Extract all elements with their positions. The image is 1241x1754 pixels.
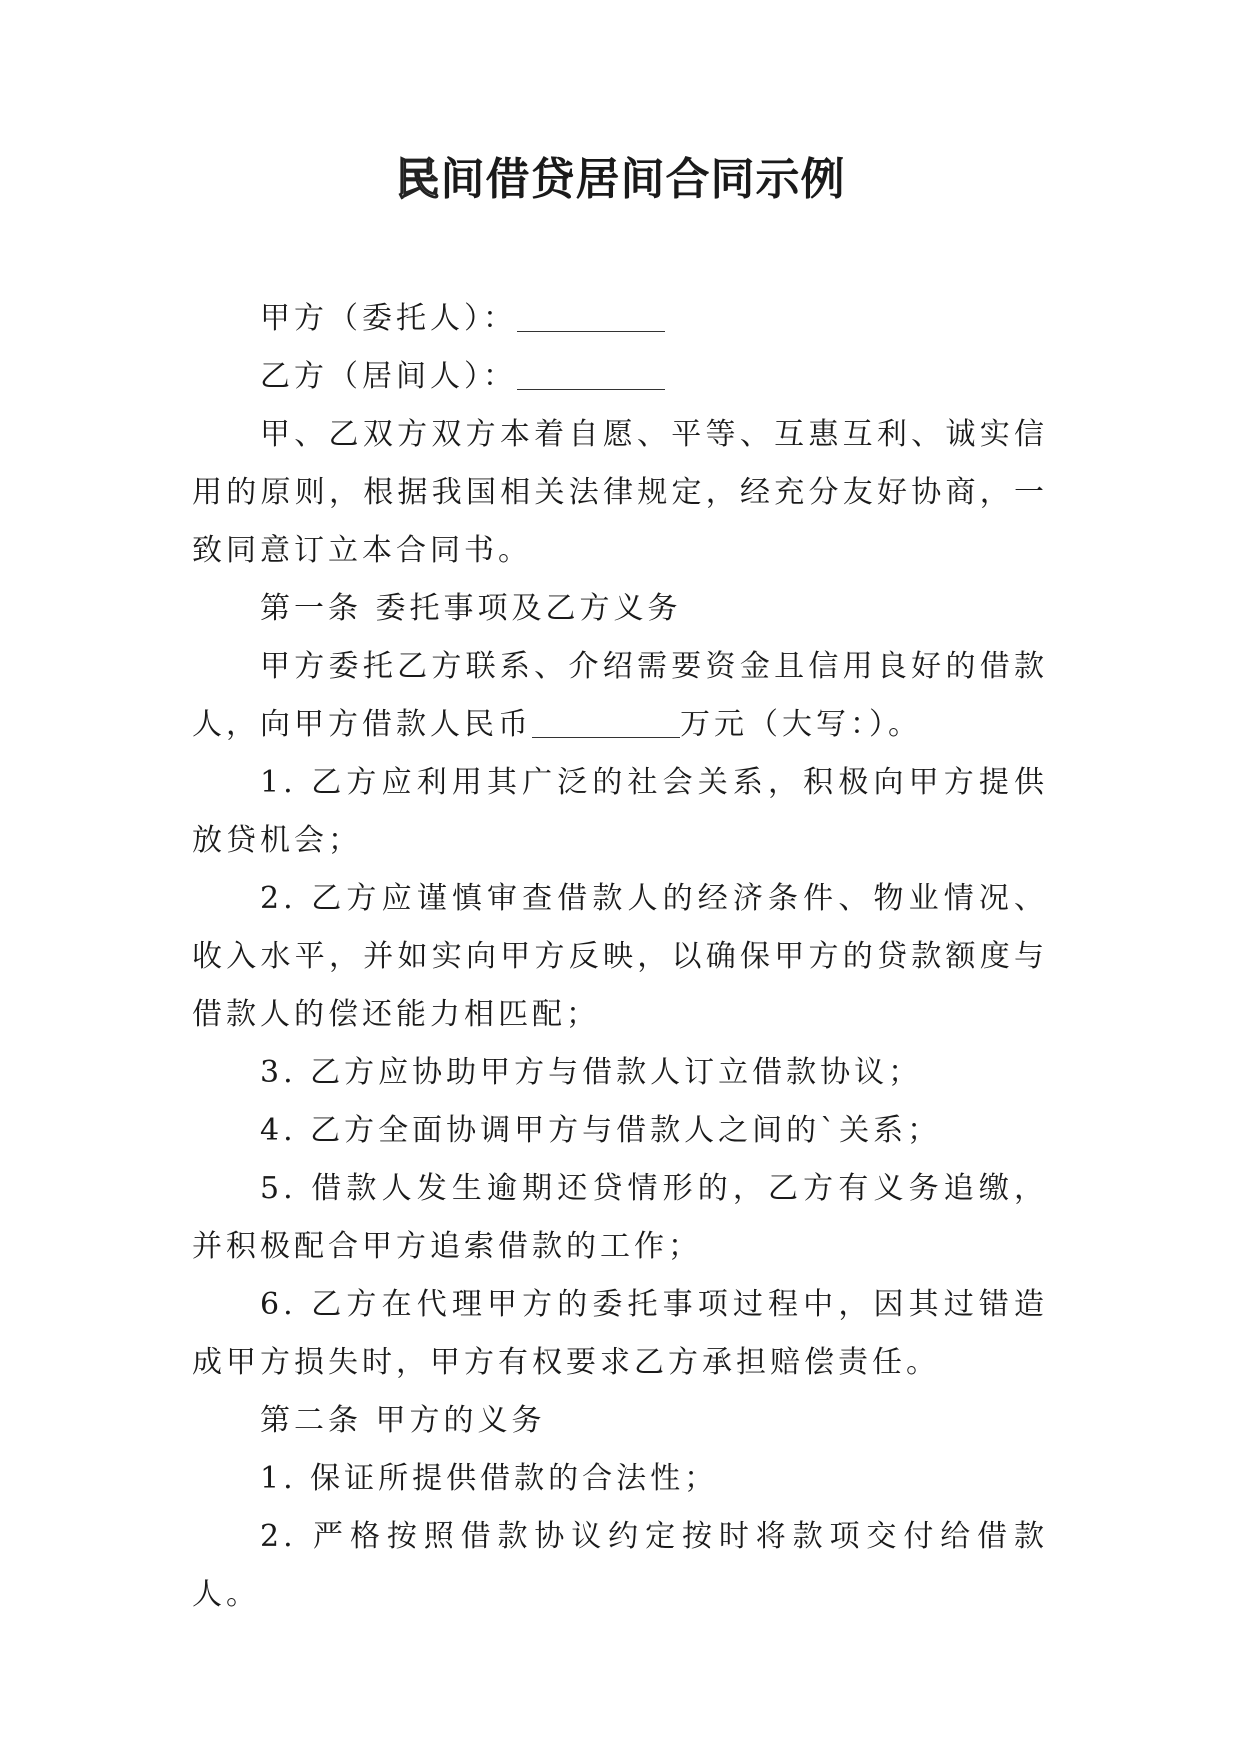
- party-b-label: 乙方（居间人）：: [260, 359, 517, 394]
- title-rest: 间借贷居间合同示例: [440, 154, 846, 205]
- document-title: [0, 150, 1241, 210]
- article-2-heading: 第二条 甲方的义务: [260, 1403, 546, 1438]
- document-body: [192, 290, 1048, 1624]
- article-1-item: 2. 乙方应谨慎审查借款人的经济条件、物业情况、收入水平，并如实向甲方反映，以确保甲方的贷款额度与借款人的偿还能力相匹配；: [192, 881, 1048, 1032]
- article-1-item: 1. 乙方应利用其广泛的社会关系，积极向甲方提供放贷机会；: [192, 765, 1048, 858]
- preamble-paragraph: 甲、乙双方双方本着自愿、平等、互惠互利、诚实信用的原则，根据我国相关法律规定，经充分友好协商，一致同意订立本合同书。: [192, 417, 1048, 568]
- party-b-blank: [517, 359, 665, 390]
- party-a-blank: [517, 301, 665, 332]
- title-first-char: 民: [395, 154, 441, 205]
- article-2-item: 2. 严格按照借款协议约定按时将款项交付给借款人。: [192, 1519, 1048, 1612]
- article-1-intro: [192, 638, 1048, 754]
- article-1-heading: 第一条 委托事项及乙方义务: [260, 591, 682, 626]
- amount-blank: [532, 707, 680, 738]
- article-1-intro-text-b: 万元（大写：）。: [680, 707, 922, 742]
- article-1-item: 6. 乙方在代理甲方的委托事项过程中，因其过错造成甲方损失时，甲方有权要求乙方承担赔偿责任。: [192, 1287, 1048, 1380]
- party-a-line: [192, 290, 1048, 348]
- article-1-item: 5. 借款人发生逾期还贷情形的，乙方有义务追缴，并积极配合甲方追索借款的工作；: [192, 1171, 1048, 1264]
- article-1-item: 4. 乙方全面协调甲方与借款人之间的`关系；: [260, 1113, 942, 1148]
- article-1-intro-text-a: 甲方委托乙方联系、介绍需要资金且信用良好的借款人，向甲方借款人民币: [192, 649, 1048, 742]
- party-b-line: [192, 348, 1048, 406]
- party-a-label: 甲方（委托人）：: [260, 301, 517, 336]
- article-1-item: 3. 乙方应协助甲方与借款人订立借款协议；: [260, 1055, 923, 1090]
- article-2-item: 1. 保证所提供借款的合法性；: [260, 1461, 719, 1496]
